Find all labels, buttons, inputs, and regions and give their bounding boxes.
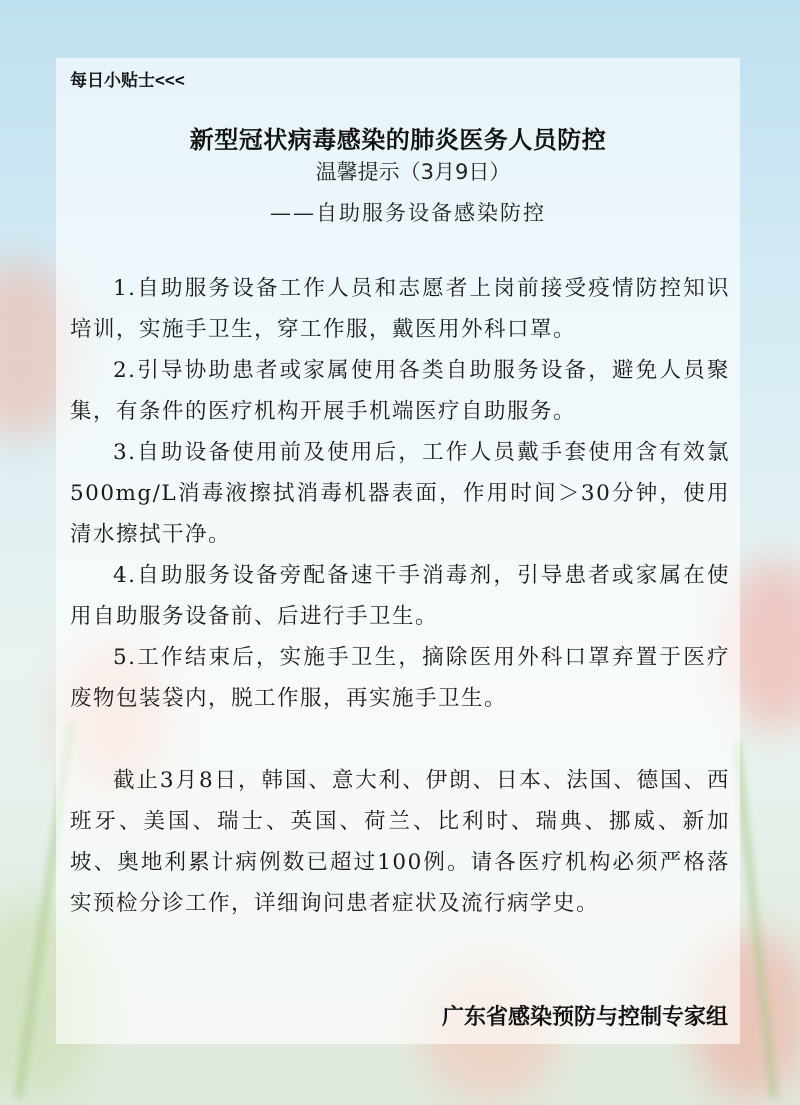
guideline-item-2: 2.引导协助患者或家属使用各类自助服务设备，避免人员聚集，有条件的医疗机构开展手机端医疗自助服务。 [70,358,730,424]
daily-tip-header: 每日小贴士<<< [70,71,185,90]
guideline-item-1: 1.自助服务设备工作人员和志愿者上岗前接受疫情防控知识培训，实施手卫生，穿工作服，戴医用外科口罩。 [70,276,730,342]
epidemic-notice: 截止3月8日，韩国、意大利、伊朗、日本、法国、德国、西班牙、美国、瑞士、英国、荷兰、比利时、瑞典、挪威、新加坡、奥地利累计病例数已超过100例。请各医疗机构必须严格落实预检分诊工作，详细询问患者症状及流行病学史。 [70,768,730,916]
document-topic: ——自助服务设备感染防控 [270,201,546,225]
signature: 广东省感染预防与控制专家组 [441,1005,728,1030]
document-subtitle: 温馨提示（3月9日） [315,160,511,184]
guideline-item-3: 3.自助设备使用前及使用后，工作人员戴手套使用含有效氯500mg/L消毒液擦拭消毒机器表面，作用时间＞30分钟，使用清水擦拭干净。 [70,440,730,547]
spacer [70,719,730,760]
guideline-item-4: 4.自助服务设备旁配备速干手消毒剂，引导患者或家属在使用自助服务设备前、后进行手卫生。 [70,563,730,629]
guideline-item-5: 5.工作结束后，实施手卫生，摘除医用外科口罩弃置于医疗废物包装袋内，脱工作服，再实施手卫生。 [70,645,730,711]
document-title: 新型冠状病毒感染的肺炎医务人员防控 [189,126,607,154]
document-body [70,268,730,924]
